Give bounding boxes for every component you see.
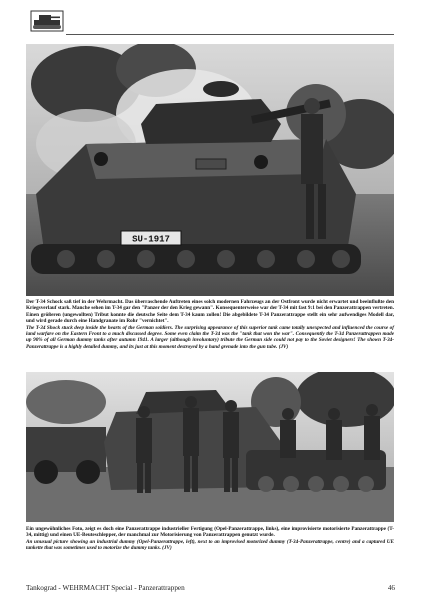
panzerattrappen-group-photo xyxy=(26,372,394,522)
caption1-english: The T-34 Shock stuck deep inside the hearts of the German soldiers. The surprising appearance of this superior tank came totally unexpected and influenced the course of land warfare on the Eastern Front to a much discussed degree. Some even claim the T-34 was the "tank that won the war". Consequently the T-34 Panzerattrappen made up 90% of all German dummy tanks after autumn 1941. A larger (although involuntary) tribute the German side could not pay to the Soviet designers! The shown T-34-Panzerattrappe is a highly detailed dummy, and its just at this moment destroyed by a hand grenade into the gun tube. (JV) xyxy=(26,324,394,350)
t34-tank-photo xyxy=(26,44,394,296)
caption1-german: Der T-34 Schock saß tief in der Wehrmacht. Das überraschende Auftreten eines solch modernen Fahrzeugs an der Ostfront wurde nicht erwartet und beeinflußte den Kriegsverlauf stark. Manche sehen im T-34 gar den "Panzer der den Krieg gewann". Konsequenterweise war der T-34 mit fast 9:1 bei den Panzerattrappen vertreten. Einen größeren (ungewollten) Tribut konnte die deutsche Seite dem T-34 kaum zollen! Die abgebildete T-34 Panzerattrappe stellt ein sehr aufwendiges Modell dar, und wird gerade durch eine Handgranate im Rohr "vernichtet". xyxy=(26,299,394,325)
caption2-german: Ein ungewöhnliches Foto, zeigt es doch eine Panzerattrappe industrieller Fertigung (Opel-Panzerattrappe, links), eine improvisierte motorisierte Panzerattrappe (T-34, mittig) und einen UE-Beuteschlepper, der manchmal zur Motorisierung von Panzerattrappen genutzt wurde. xyxy=(26,526,394,539)
tank-plate-text: SU-1917 xyxy=(132,234,170,245)
footer-title: Tankograd - WEHRMACHT Special - Panzerattrappen xyxy=(26,584,185,592)
photo1-caption xyxy=(26,299,394,350)
header-rule xyxy=(66,34,394,35)
tank-logo-icon xyxy=(30,10,64,32)
page-number: 46 xyxy=(387,584,395,592)
caption2-english: An unusual picture showing an industrial dummy (Opel-Panzerattrappe, left), next to an improvised motorized dummy (T-34-Panzerattrappe, centre) and a captured UE tankette that was sometimes used to motorize the dummy tanks. (JV) xyxy=(26,538,394,552)
photo2-caption xyxy=(26,526,394,552)
